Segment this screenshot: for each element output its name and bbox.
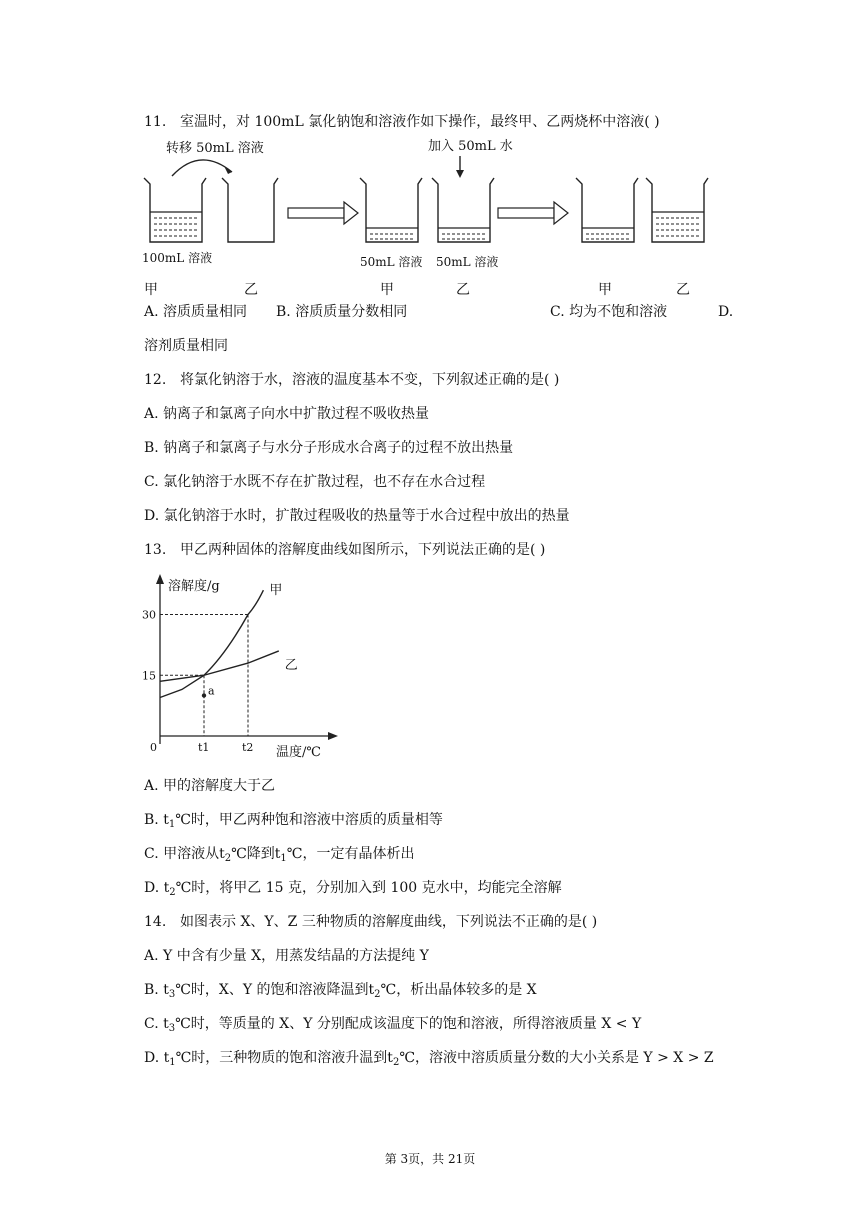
y-tick-label-2: 15 [142,669,156,683]
q11-option-b: B. 溶质质量分数相同 [276,304,408,320]
label-yi-1: 乙 [244,282,258,298]
beaker-yi-final [646,178,708,242]
q14-option-d: D. $t_1℃$时，三种物质的饱和溶液升温到$t_2℃$，溶液中溶质质量分数的大小关系是 Y > X > Z [144,1050,714,1068]
y-axis-arrow [156,574,164,584]
label-yi-3: 乙 [676,282,690,298]
page-footer: 第 3页，共 21页 [384,1152,476,1166]
q12-option-b: B. 钠离子和氯离子与水分子形成水合离子的过程不放出热量 [144,440,514,456]
transfer-arrowhead [224,166,232,174]
question-13-stem: 13. 甲乙两种固体的溶解度曲线如图所示，下列说法正确的是( ) [144,542,546,558]
beaker-50ml-label-b: 50mL 溶液 [436,255,499,269]
q13-option-a: A. 甲的溶解度大于乙 [144,778,276,794]
process-arrow-2 [498,202,568,224]
beaker-jia-final [576,178,638,242]
x-tick-label-2: t2 [242,741,254,754]
question-14-stem: 14. 如图表示 X、Y、Z 三种物质的溶解度曲线，下列说法不正确的是( ) [144,914,598,930]
label-jia-2: 甲 [380,282,394,298]
label-yi-2: 乙 [456,282,470,298]
q13-option-b: B. $t_1℃$时，甲乙两种饱和溶液中溶质的质量相等 [144,812,443,830]
transfer-arrow [172,160,232,176]
x-tick-label-1: t1 [198,741,210,754]
beaker-50ml-label-a: 50mL 溶液 [360,255,423,269]
y-tick-label-1: 30 [142,608,156,622]
origin-label: 0 [150,741,157,754]
point-a-marker [202,693,206,697]
beaker-jia-50 [360,178,422,242]
q14-option-c: C. $t_3℃$时，等质量的 X、Y 分别配成该温度下的饱和溶液，所得溶液质量 X < Y [144,1016,642,1034]
beaker-100ml-label: 100mL 溶液 [142,251,213,265]
y-axis-label: 溶解度/g [168,579,220,594]
q14-option-a: A. Y 中含有少量 X，用蒸发结晶的方法提纯 Y [144,948,429,964]
transfer-label: 转移 50mL 溶液 [166,141,264,156]
q13-option-c: C. 甲溶液从$t_2℃$降到$t_1℃$，一定有晶体析出 [144,846,415,864]
beaker-jia-initial [144,178,206,242]
q12-option-d: D. 氯化钠溶于水时，扩散过程吸收的热量等于水合过程中放出的热量 [144,508,570,524]
q11-option-a: A. 溶质质量相同 [144,304,248,320]
series-label-1: 甲 [269,583,283,599]
point-a-label: a [208,684,215,698]
beaker-yi-50 [432,178,494,242]
q11-option-d-tail: 溶剂质量相同 [144,338,228,354]
q12-option-c: C. 氯化钠溶于水既不存在扩散过程，也不存在水合过程 [144,474,486,490]
q12-option-a: A. 钠离子和氯离子向水中扩散过程不吸收热量 [144,406,430,422]
q13-option-d: D. $t_2℃$时，将甲乙 15 克，分别加入到 100 克水中，均能完全溶解 [144,880,562,898]
q11-option-c: C. 均为不饱和溶液 [550,304,668,320]
process-arrow-1 [288,202,358,224]
beaker-yi-empty [222,178,278,242]
add-water-label: 加入 50mL 水 [428,139,513,154]
label-jia-3: 甲 [598,282,612,298]
x-axis-label: 温度/℃ [276,745,321,760]
solubility-chart [140,572,340,762]
q14-option-b: B. $t_3℃$时，X、Y 的饱和溶液降温到$t_2℃$，析出晶体较多的是 X [144,982,537,1000]
x-axis-arrow [328,732,338,740]
question-12-stem: 12. 将氯化钠溶于水，溶液的温度基本不变，下列叙述正确的是( ) [144,372,560,388]
label-jia-1: 甲 [144,282,158,298]
question-11-stem: 11. 室温时，对 100mL 氯化钠饱和溶液作如下操作，最终甲、乙两烧杯中溶液( ) [144,114,660,130]
series-label-2: 乙 [284,657,298,673]
question-11-figure [140,136,720,304]
q11-option-d-head: D. [718,304,734,320]
